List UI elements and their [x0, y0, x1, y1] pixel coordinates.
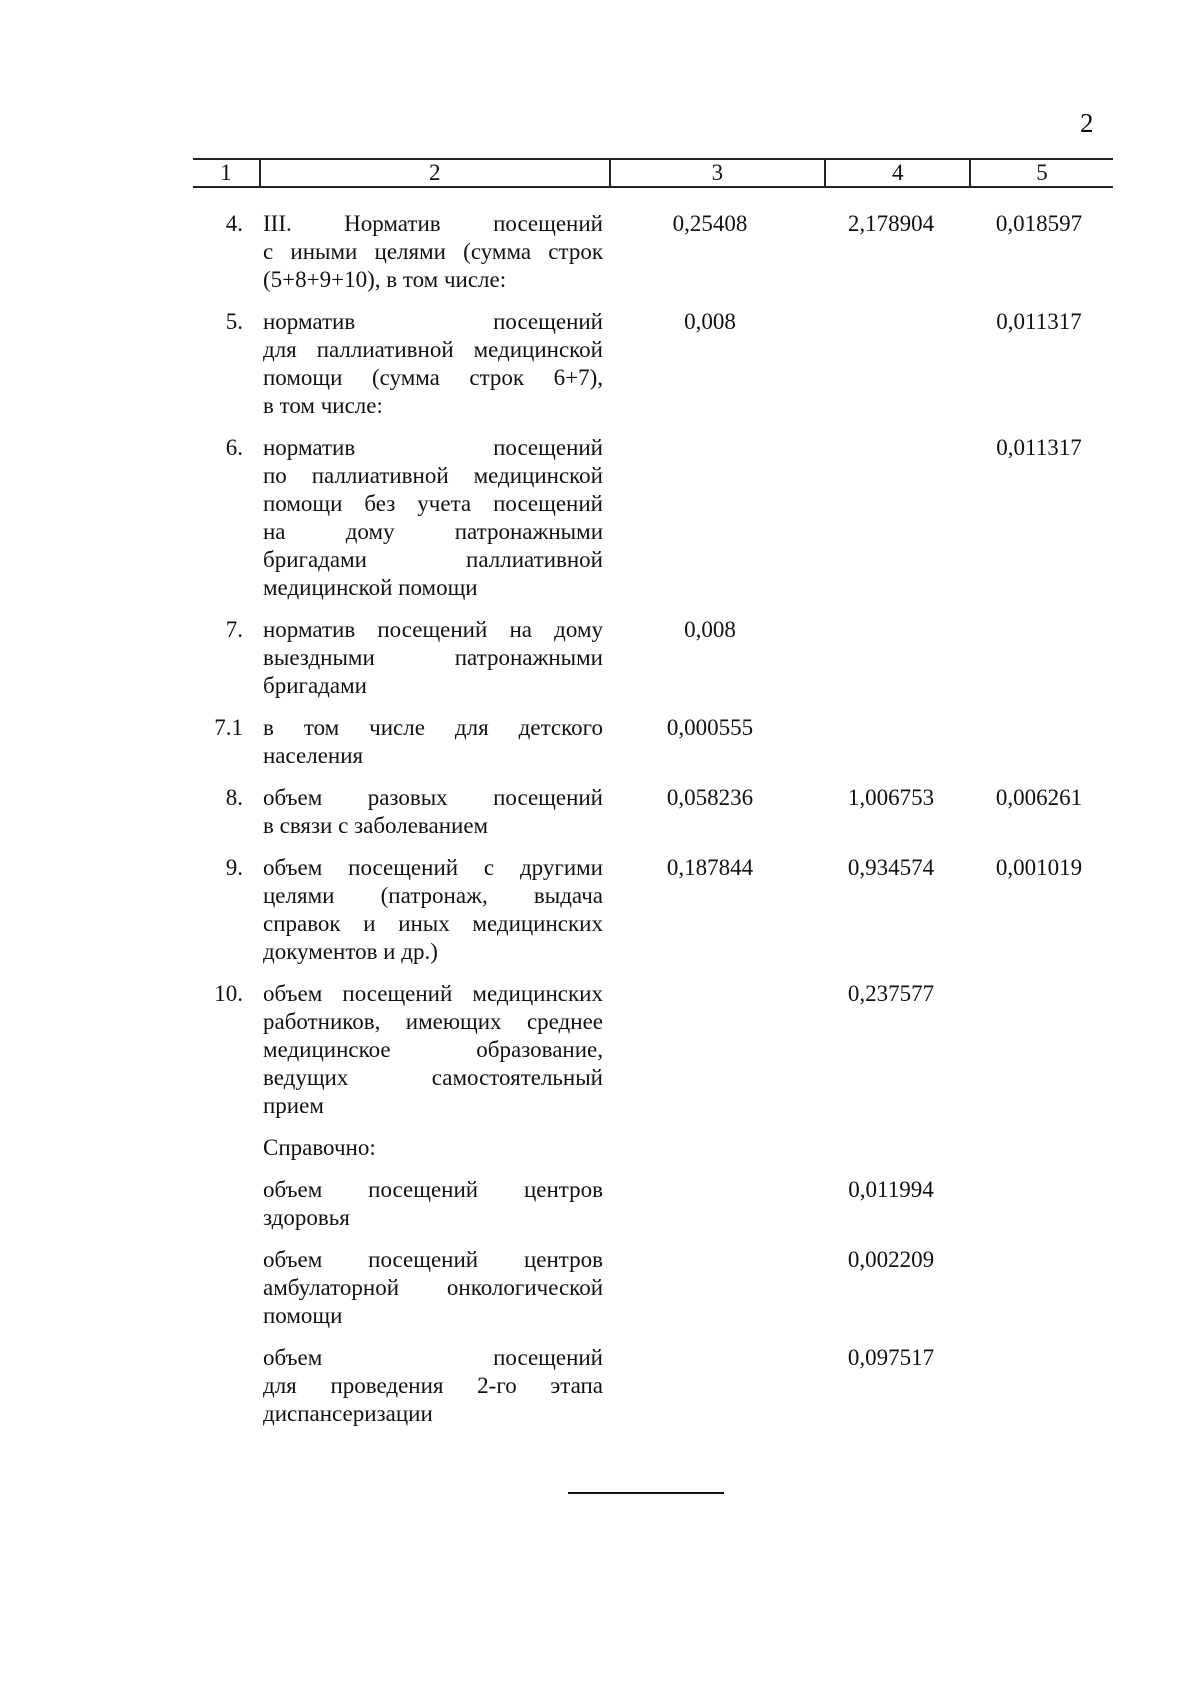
description-line: целями (патронаж, выдача: [263, 883, 603, 908]
value-column-5: 0,018597: [995, 211, 1083, 236]
value-column-3: 0,25408: [672, 211, 748, 236]
description-line: медицинской помощи: [263, 575, 478, 600]
value-column-4: [817, 434, 965, 602]
description-line: для паллиативной медицинской: [263, 337, 603, 362]
description-line: бригадами паллиативной: [263, 547, 603, 572]
description-line: диспансеризации: [263, 1401, 433, 1426]
value-column-4: 2,178904: [847, 211, 935, 236]
value-column-4: [817, 616, 965, 700]
value-column-4: [817, 1134, 965, 1162]
page-number: 2: [1080, 108, 1094, 138]
column-header-2: 2: [260, 159, 610, 187]
description-line: (5+8+9+10), в том числе:: [263, 267, 507, 292]
value-column-5: [965, 1246, 1113, 1330]
value-column-4: 1,006753: [847, 785, 935, 810]
description-line: объем разовых посещений: [263, 785, 603, 810]
table-row: [193, 210, 1113, 294]
description-line: документов и др.): [263, 939, 438, 964]
description-line: в том числе для детского: [263, 715, 603, 740]
row-number: [193, 1134, 255, 1162]
end-rule: [568, 1492, 724, 1494]
row-number: 10.: [214, 981, 243, 1006]
row-description: [255, 714, 603, 770]
value-column-5: [965, 1176, 1113, 1232]
description-line: помощи без учета посещений: [263, 491, 603, 516]
value-column-4: 0,097517: [847, 1345, 935, 1370]
column-header-4: 4: [825, 159, 970, 187]
value-column-5: [965, 980, 1113, 1120]
row-number: 8.: [225, 785, 243, 810]
value-column-4: 0,934574: [847, 855, 935, 880]
column-header-1: 1: [193, 159, 260, 187]
value-column-5: 0,001019: [995, 855, 1083, 880]
row-description: [255, 1134, 603, 1162]
description-line: медицинское образование,: [263, 1037, 603, 1062]
description-line: норматив посещений на дому: [263, 617, 603, 642]
value-column-4: 0,237577: [847, 981, 935, 1006]
value-column-5: [965, 1134, 1113, 1162]
row-description: [255, 210, 603, 294]
description-line: населения: [263, 743, 364, 768]
value-column-5: [965, 714, 1113, 770]
row-description: [255, 1344, 603, 1428]
value-column-4: 0,002209: [847, 1247, 935, 1272]
row-description: [255, 854, 603, 966]
value-column-3: [603, 980, 817, 1120]
value-column-3: [603, 1344, 817, 1428]
description-line: здоровья: [263, 1205, 350, 1230]
description-line: объем посещений центров: [263, 1247, 603, 1272]
description-line: для проведения 2-го этапа: [263, 1373, 603, 1398]
table-body: [193, 210, 1113, 1442]
value-column-3: 0,000555: [666, 715, 754, 740]
value-column-5: [965, 1344, 1113, 1428]
description-line: норматив посещений: [263, 435, 603, 460]
row-description: [255, 1176, 603, 1232]
value-column-3: 0,187844: [666, 855, 754, 880]
table-row: [193, 1134, 1113, 1162]
row-number: [193, 1176, 255, 1232]
row-description: [255, 616, 603, 700]
description-line: в том числе:: [263, 393, 383, 418]
table-row: [193, 434, 1113, 602]
description-line: объем посещений медицинских: [263, 981, 603, 1006]
description-line: амбулаторной онкологической: [263, 1275, 603, 1300]
row-number: 9.: [225, 855, 243, 880]
description-line: по паллиативной медицинской: [263, 463, 603, 488]
table-row: [193, 1344, 1113, 1428]
row-number: 5.: [225, 309, 243, 334]
table-row: [193, 1176, 1113, 1232]
table-row: [193, 854, 1113, 966]
description-line: Справочно:: [263, 1135, 376, 1160]
description-line: на дому патронажными: [263, 519, 603, 544]
value-column-3: [603, 434, 817, 602]
value-column-4: 0,011994: [848, 1177, 934, 1202]
description-line: прием: [263, 1093, 324, 1118]
column-header-5: 5: [970, 159, 1113, 187]
table-row: [193, 784, 1113, 840]
table-row: [193, 1246, 1113, 1330]
column-header-3: 3: [610, 159, 826, 187]
row-number: 7.1: [214, 715, 243, 740]
value-column-5: 0,006261: [995, 785, 1083, 810]
description-line: справок и иных медицинских: [263, 911, 603, 936]
description-line: объем посещений центров: [263, 1177, 603, 1202]
row-number: 6.: [225, 435, 243, 460]
row-description: [255, 1246, 603, 1330]
value-column-3: 0,008: [684, 617, 736, 642]
row-number: [193, 1344, 255, 1428]
row-number: 4.: [225, 211, 243, 236]
description-line: объем посещений с другими: [263, 855, 603, 880]
description-line: с иными целями (сумма строк: [263, 239, 603, 264]
table-row: [193, 714, 1113, 770]
description-line: объем посещений: [263, 1345, 603, 1370]
value-column-3: 0,058236: [666, 785, 754, 810]
description-line: помощи (сумма строк 6+7),: [263, 365, 603, 390]
table-row: [193, 980, 1113, 1120]
description-line: бригадами: [263, 673, 367, 698]
value-column-5: 0,011317: [996, 435, 1082, 460]
value-column-5: 0,011317: [996, 309, 1082, 334]
value-column-3: [603, 1246, 817, 1330]
row-description: [255, 308, 603, 420]
row-description: [255, 434, 603, 602]
row-number: 7.: [225, 617, 243, 642]
value-column-5: [965, 616, 1113, 700]
row-description: [255, 784, 603, 840]
table-row: [193, 616, 1113, 700]
column-header-table: [193, 158, 1113, 188]
description-line: работников, имеющих среднее: [263, 1009, 603, 1034]
row-number: [193, 1246, 255, 1330]
value-column-3: [603, 1134, 817, 1162]
row-description: [255, 980, 603, 1120]
value-column-4: [817, 308, 965, 420]
description-line: выездными патронажными: [263, 645, 603, 670]
column-header-row: [193, 159, 1113, 187]
table-row: [193, 308, 1113, 420]
description-line: помощи: [263, 1303, 343, 1328]
description-line: норматив посещений: [263, 309, 603, 334]
value-column-3: [603, 1176, 817, 1232]
value-column-4: [817, 714, 965, 770]
value-column-3: 0,008: [684, 309, 736, 334]
description-line: III. Норматив посещений: [263, 211, 603, 236]
description-line: в связи с заболеванием: [263, 813, 489, 838]
description-line: ведущих самостоятельный: [263, 1065, 603, 1090]
